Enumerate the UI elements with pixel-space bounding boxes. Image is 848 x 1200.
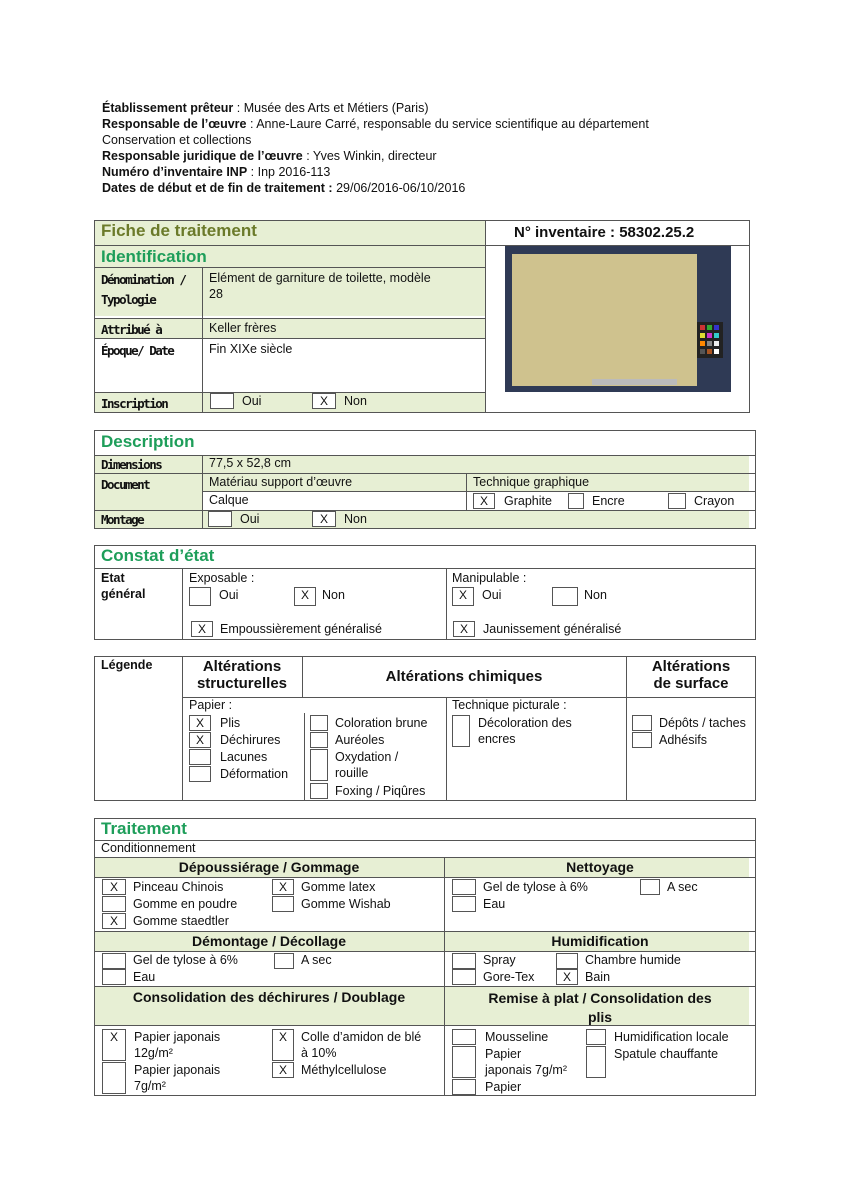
decoloration-label: Décoloration des <box>478 716 572 730</box>
constat-heading: Constat d’état <box>101 546 215 565</box>
exposable-oui-label: Oui <box>219 588 239 602</box>
demontage-a-sec-checkbox[interactable] <box>274 953 294 969</box>
header-line: Dates de début et de fin de traitement : 29/06/2016-06/10/2016 <box>102 181 466 195</box>
alt-structurelles-heading: Altérations structurelles <box>196 658 288 692</box>
humidification-locale-checkbox[interactable] <box>586 1029 606 1045</box>
jaunissement-checkbox[interactable]: X <box>453 621 475 637</box>
demontage-eau-checkbox[interactable] <box>102 969 126 985</box>
manipulable-oui-checkbox[interactable]: X <box>452 587 474 606</box>
conditionnement-label: Conditionnement <box>101 841 196 855</box>
gomme-staedtler-checkbox[interactable]: X <box>102 913 126 929</box>
manipulable-oui-label: Oui <box>482 588 502 602</box>
gel-tylose-checkbox[interactable] <box>452 879 476 895</box>
foxing-label: Foxing / Piqûres <box>335 784 426 798</box>
inscription-non-checkbox[interactable]: X <box>312 393 336 409</box>
demontage-a-sec-label: A sec <box>301 953 332 967</box>
materiau-label: Matériau support d’œuvre <box>209 475 353 489</box>
traitement-heading: Traitement <box>101 819 187 838</box>
gomme-wishab-label: Gomme Wishab <box>301 897 391 911</box>
oxydation-checkbox[interactable] <box>310 749 328 781</box>
exposable-label: Exposable : <box>189 571 255 585</box>
exposable-non-label: Non <box>322 588 345 602</box>
inscription-label: Inscription <box>101 396 168 411</box>
decoloration-checkbox[interactable] <box>452 715 470 747</box>
crayon-label: Crayon <box>694 494 735 508</box>
papier-checkbox[interactable] <box>452 1079 476 1095</box>
plis-checkbox[interactable]: X <box>189 715 211 731</box>
chambre-humide-label: Chambre humide <box>585 953 681 967</box>
document-label: Document <box>101 477 150 492</box>
methylcellulose-label: Méthylcellulose <box>301 1063 387 1077</box>
consolidation-heading: Consolidation des déchirures / Doublage <box>132 989 406 1005</box>
etat-label: Etat <box>101 571 125 585</box>
loan-info-header <box>102 100 762 196</box>
chambre-humide-checkbox[interactable] <box>556 953 578 969</box>
empoussierement-label: Empoussièrement généralisé <box>220 622 382 636</box>
montage-non-label: Non <box>344 512 367 526</box>
demontage-heading: Démontage / Décollage <box>191 933 347 949</box>
manipulable-label: Manipulable : <box>452 571 527 585</box>
montage-non-checkbox[interactable]: X <box>312 511 336 527</box>
spray-label: Spray <box>483 953 516 967</box>
encre-label: Encre <box>592 494 625 508</box>
identification-heading: Identification <box>101 247 207 266</box>
plis-label: Plis <box>220 716 241 730</box>
epoque-value: Fin XIXe siècle <box>209 342 293 356</box>
denomination-value-2: 28 <box>209 287 223 301</box>
dimensions-value: 77,5 x 52,8 cm <box>209 456 291 470</box>
bain-label: Bain <box>585 970 611 984</box>
demontage-eau-label: Eau <box>133 970 156 984</box>
denomination-label: Dénomination / <box>101 272 186 287</box>
empoussierement-checkbox[interactable]: X <box>191 621 213 637</box>
gomme-wishab-checkbox[interactable] <box>272 896 294 912</box>
dimensions-label: Dimensions <box>101 457 162 472</box>
a-sec-checkbox[interactable] <box>640 879 660 895</box>
papier-japonais-7-label: Papier japonais <box>134 1063 221 1077</box>
demontage-gel-label: Gel de tylose à 6% <box>133 953 238 967</box>
pinceau-checkbox[interactable]: X <box>102 879 126 895</box>
gomme-poudre-label: Gomme en poudre <box>133 897 238 911</box>
gomme-latex-label: Gomme latex <box>301 880 376 894</box>
alt-chimiques-heading: Altérations chimiques <box>385 668 543 685</box>
depots-label: Dépôts / taches <box>659 716 746 730</box>
inscription-oui-label: Oui <box>242 394 262 408</box>
papier-japonais-remise-label: japonais 7g/m² <box>485 1063 567 1077</box>
depots-checkbox[interactable] <box>632 715 652 731</box>
mousseline-checkbox[interactable] <box>452 1029 476 1045</box>
inscription-oui-checkbox[interactable] <box>210 393 234 409</box>
jaunissement-label: Jaunissement généralisé <box>483 622 622 636</box>
tracing-paper-image <box>512 254 697 386</box>
mousseline-label: Mousseline <box>485 1030 549 1044</box>
exposable-non-checkbox[interactable]: X <box>294 587 316 606</box>
bain-checkbox[interactable]: X <box>556 969 578 985</box>
inscription-non-label: Non <box>344 394 367 408</box>
nettoyage-heading: Nettoyage <box>566 859 634 875</box>
gomme-poudre-checkbox[interactable] <box>102 896 126 912</box>
colle-amidon-label: Colle d’amidon de blé <box>301 1030 422 1044</box>
graphite-checkbox[interactable]: X <box>473 493 495 509</box>
exposable-oui-checkbox[interactable] <box>189 587 211 606</box>
papier-japonais-12-weight: 12g/m² <box>134 1046 173 1060</box>
lacunes-label: Lacunes <box>220 750 268 764</box>
adhesifs-checkbox[interactable] <box>632 732 652 748</box>
montage-oui-checkbox[interactable] <box>208 511 232 527</box>
dechirures-checkbox[interactable]: X <box>189 732 211 748</box>
papier-japonais-remise-checkbox[interactable] <box>452 1046 476 1078</box>
colle-amidon-concentration: à 10% <box>301 1046 337 1060</box>
eau-label: Eau <box>483 897 506 911</box>
spray-checkbox[interactable] <box>452 953 476 969</box>
denomination-value: Elément de garniture de toilette, modèle <box>209 271 431 285</box>
humidification-heading: Humidification <box>551 933 649 949</box>
papier-remise-label: Papier <box>485 1047 522 1061</box>
gore-tex-label: Gore-Tex <box>483 970 535 984</box>
gomme-latex-checkbox[interactable]: X <box>272 879 294 895</box>
attribue-label: Attribué à <box>101 322 162 337</box>
description-heading: Description <box>101 432 195 451</box>
legende-label: Légende <box>101 658 153 672</box>
graphite-label: Graphite <box>504 494 552 508</box>
spatule-chauffante-label: Spatule chauffante <box>614 1047 719 1061</box>
manipulable-non-checkbox[interactable] <box>552 587 578 606</box>
inventory-number: N° inventaire : 58302.25.2 <box>514 224 695 241</box>
header-line: Établissement prêteur : Musée des Arts et Métiers (Paris) <box>102 101 429 115</box>
dechirures-label: Déchirures <box>220 733 281 747</box>
crayon-checkbox[interactable] <box>668 493 686 509</box>
pinceau-label: Pinceau Chinois <box>133 880 224 894</box>
manipulable-non-label: Non <box>584 588 607 602</box>
encre-checkbox[interactable] <box>568 493 584 509</box>
attribue-value: Keller frères <box>209 321 277 335</box>
colle-amidon-checkbox[interactable]: X <box>272 1029 294 1061</box>
methylcellulose-checkbox[interactable]: X <box>272 1062 294 1078</box>
coloration-checkbox[interactable] <box>310 715 328 731</box>
aureoles-label: Auréoles <box>335 733 385 747</box>
coloration-label: Coloration brune <box>335 716 428 730</box>
spatule-chauffante-checkbox[interactable] <box>586 1046 606 1078</box>
header-line: Responsable de l’œuvre : Anne-Laure Carré, responsable du service scientifique au département <box>102 117 649 131</box>
oxydation-label: Oxydation / <box>335 750 399 764</box>
gore-tex-checkbox[interactable] <box>452 969 476 985</box>
deformation-label: Déformation <box>220 767 289 781</box>
papier-japonais-12-label: Papier japonais <box>134 1030 221 1044</box>
header-line: Numéro d’inventaire INP : Inp 2016-113 <box>102 165 331 179</box>
alt-surface-heading: Altérations de surface <box>651 658 731 692</box>
a-sec-label: A sec <box>667 880 698 894</box>
deformation-checkbox[interactable] <box>189 766 211 782</box>
montage-oui-label: Oui <box>240 512 260 526</box>
typologie-label: Typologie <box>101 292 156 307</box>
general-label: général <box>101 587 146 601</box>
gomme-staedtler-label: Gomme staedtler <box>133 914 229 928</box>
adhesifs-label: Adhésifs <box>659 733 707 747</box>
encres-label: encres <box>478 732 516 746</box>
gel-tylose-label: Gel de tylose à 6% <box>483 880 588 894</box>
eau-checkbox[interactable] <box>452 896 476 912</box>
epoque-label: Époque/ Date <box>101 343 174 358</box>
fiche-title: Fiche de traitement <box>101 221 257 240</box>
foxing-checkbox[interactable] <box>310 783 328 799</box>
montage-label: Montage <box>101 512 144 527</box>
header-line: Conservation et collections <box>102 133 252 147</box>
aureoles-checkbox[interactable] <box>310 732 328 748</box>
materiau-value: Calque <box>209 493 249 507</box>
lacunes-checkbox[interactable] <box>189 749 211 765</box>
technique-picturale-label: Technique picturale : <box>452 698 567 712</box>
papier-label: Papier <box>485 1080 522 1094</box>
technique-label: Technique graphique <box>473 475 590 489</box>
header-line: Responsable juridique de l’œuvre : Yves Winkin, directeur <box>102 149 437 163</box>
color-chart-icon <box>697 322 723 358</box>
scale-ruler <box>592 379 677 385</box>
papier-japonais-7-weight: 7g/m² <box>134 1079 166 1093</box>
depoussierage-heading: Dépoussiérage / Gommage <box>178 859 360 875</box>
remise-a-plat-heading: Remise à plat / Consolidation des plis <box>488 990 712 1025</box>
humidification-locale-label: Humidification locale <box>614 1030 729 1044</box>
demontage-gel-checkbox[interactable] <box>102 953 126 969</box>
papier-japonais-7-checkbox[interactable] <box>102 1062 126 1094</box>
papier-japonais-12-checkbox[interactable]: X <box>102 1029 126 1061</box>
papier-label: Papier : <box>189 698 233 712</box>
rouille-label: rouille <box>335 766 369 780</box>
